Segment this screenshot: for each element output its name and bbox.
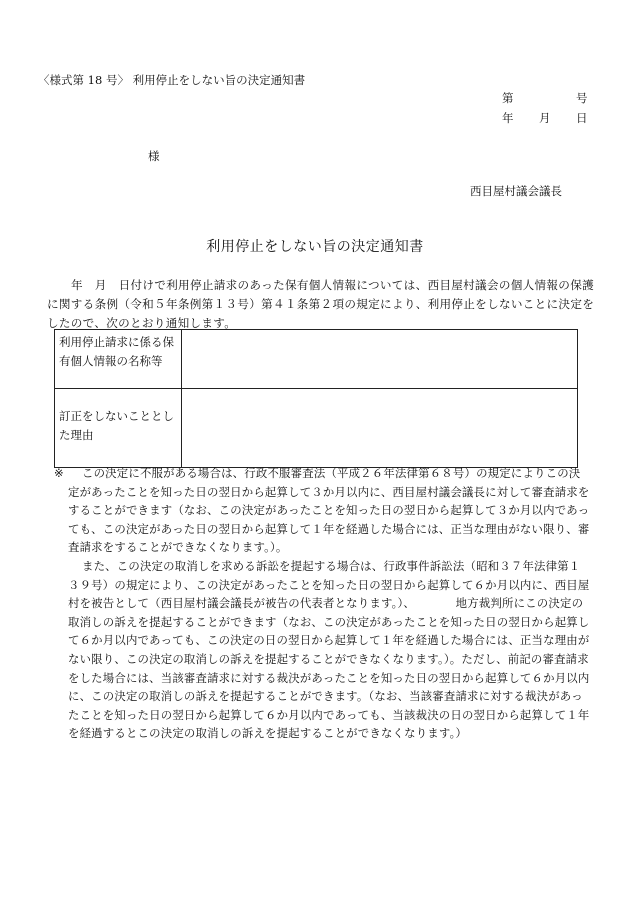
form-number-label: 〈様式第 18 号〉 利用停止をしない旨の決定通知書 [38,73,306,87]
notice-body-text: 年 月 日付けで利用停止請求のあった保有個人情報については、西目屋村議会の個人情報の保護に関する条例（令和５年条例第１３号）第４１条第２項の規定により、利用停止をしないことに決定をしたので、次のとおり通知します。 [47,278,595,330]
issuer-name: 西目屋村議会議長 [470,184,562,198]
number-prefix: 第 [502,91,514,105]
note-mark: ※ [54,466,64,480]
date-month: 月 [539,111,551,125]
document-title: 利用停止をしない旨の決定通知書 [206,239,424,255]
date-day: 日 [576,111,588,125]
table-row [55,389,578,468]
reason-value[interactable] [182,389,578,468]
table-row [55,330,578,389]
info-table [54,329,578,468]
info-name-label: 利用停止請求に係る保有個人情報の名称等 [55,330,182,389]
date-year: 年 [502,111,514,125]
appeal-note: この決定に不服がある場合は、行政不服審査法（平成２６年法律第６８号）の規定によりこの決定があったことを知った日の翌日から起算して３か月以内に、西目屋村議会議長に対して審査請求をすることができます（なお、この決定があったことを知った日の翌日から起算して３か月以内であっても、この決定があった日の翌日から起算して１年を経過した場合には、正当な理由がない限り、審査請求をすることができなくなります。）。 [68,466,590,555]
recipient-honorific: 様 [148,149,160,163]
number-suffix: 号 [576,91,588,105]
notes-section [54,464,591,743]
notice-body [47,276,597,333]
info-name-value[interactable] [182,330,578,389]
lawsuit-note: また、この決定の取消しを求める訴訟を提起する場合は、行政事件訴訟法（昭和３７年法律第１３９号）の規定により、この決定があったことを知った日の翌日から起算して６か月以内に、西目屋村を被告として（西目屋村議会議長が被告の代表者となります。）、 地方裁判所にこの決定の取消しの訴えを提起することができます（なお、この決定があったことを知った日の翌日から起算して６か月以内であっても、この決定の日の翌日から起算して１年を経過した場合には、正当な理由がない限り、この決定の取消しの訴えを提起することができなくなります。）。ただし、前記の審査請求をした場合には、当該審査請求に対する裁決があったことを知った日の翌日から起算して６か月以内に、この決定の取消しの訴えを提起することができます。（なお、当該審査請求に対する裁決があったことを知った日の翌日から起算して６か月以内であっても、当該裁決の日の翌日から起算して１年を経過するとこの決定の取消しの訴えを提起することができなくなります。） [68,558,590,741]
reason-label: 訂正をしないこととした理由 [55,389,182,468]
